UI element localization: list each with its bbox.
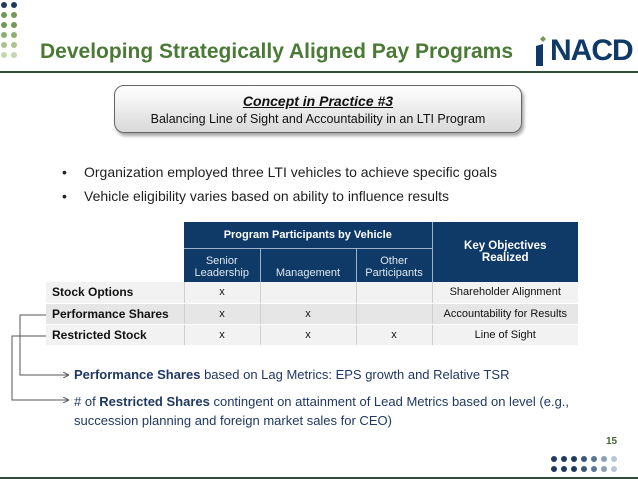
- cell-senior: x: [184, 303, 260, 324]
- bullet-text: Organization employed three LTI vehicles to achieve specific goals: [84, 164, 497, 180]
- perf-shares-connector: [20, 315, 68, 375]
- dot: [601, 466, 607, 472]
- column-header-senior: Senior Leadership: [184, 248, 260, 282]
- column-header-management: Management: [260, 248, 356, 282]
- dot: [591, 466, 597, 472]
- logo-text: NACD: [550, 34, 633, 67]
- cell-objective: Line of Sight: [432, 324, 578, 345]
- bullet-marker: •: [62, 188, 67, 204]
- dot: [561, 456, 567, 462]
- cell-other: x: [356, 324, 432, 345]
- dot: [581, 456, 587, 462]
- cell-objective: Shareholder Alignment: [432, 282, 578, 303]
- dot: [601, 456, 607, 462]
- dot: [581, 466, 587, 472]
- cell-senior: x: [184, 324, 260, 345]
- dot: [561, 466, 567, 472]
- decorative-dot-grid: [551, 456, 617, 472]
- note-prefix: # of: [74, 394, 100, 409]
- restricted-shares-note: [74, 392, 634, 430]
- dot: [611, 466, 617, 472]
- note-text: contingent on attainment of Lead Metrics based on level (e.g., succession planning and foreign market sales for CEO): [74, 394, 570, 428]
- bullet-marker: •: [62, 164, 67, 180]
- page-title: Developing Strategically Aligned Pay Programs: [40, 40, 514, 63]
- performance-shares-note: [74, 367, 509, 382]
- group-header: Program Participants by Vehicle: [184, 222, 432, 248]
- dot: [551, 456, 557, 462]
- concept-title: Concept in Practice #3: [242, 93, 394, 109]
- objectives-header: Key Objectives Realized: [432, 222, 578, 282]
- dot: [611, 456, 617, 462]
- note-bold: Restricted Shares: [99, 394, 210, 409]
- row-label: Stock Options: [46, 282, 184, 303]
- page-number: 15: [606, 436, 618, 447]
- dot: [571, 456, 577, 462]
- cell-management: x: [260, 324, 356, 345]
- cell-objective: Accountability for Results: [432, 303, 578, 324]
- note-bold: Performance Shares: [74, 367, 201, 382]
- cell-management: x: [260, 303, 356, 324]
- bullet-text: Vehicle eligibility varies based on ability to influence results: [84, 188, 449, 204]
- note-text: based on Lag Metrics: EPS growth and Relative TSR: [200, 367, 510, 382]
- dot: [571, 466, 577, 472]
- dot: [551, 466, 557, 472]
- cell-senior: x: [184, 282, 260, 303]
- row-label: Restricted Stock: [46, 324, 184, 345]
- column-header-other: Other Participants: [356, 248, 432, 282]
- dot: [591, 456, 597, 462]
- row-label: Performance Shares: [46, 303, 184, 324]
- concept-subtitle: Balancing Line of Sight and Accountability in an LTI Program: [150, 112, 486, 126]
